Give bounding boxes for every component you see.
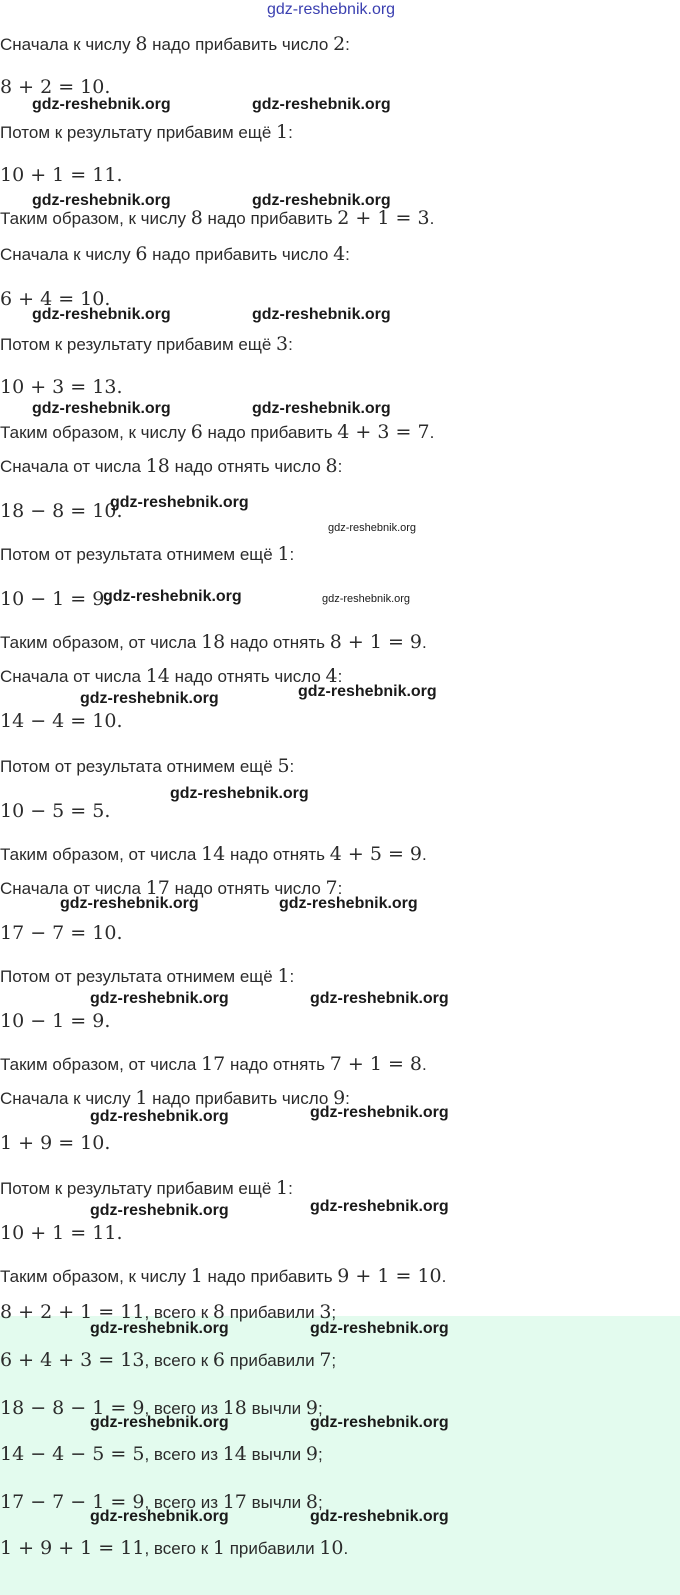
text-segment: :: [345, 1089, 350, 1108]
math-value: 1: [276, 121, 289, 143]
math-value: 8: [190, 207, 203, 229]
equation-line: 18 − 8 = 10.: [0, 500, 123, 522]
math-value: 14: [222, 1443, 247, 1465]
text-segment: Потом от результата отнимем ещё: [0, 967, 278, 986]
math-value: 17: [201, 1053, 226, 1075]
summary-equation: 8 + 2 + 1 = 11: [0, 1301, 145, 1323]
text-line: [0, 965, 294, 988]
text-segment: надо прибавить число: [147, 1089, 334, 1108]
text-segment: , всего из: [144, 1399, 223, 1418]
watermark-text: gdz-reshebnik.org: [298, 683, 437, 700]
watermark-text: gdz-reshebnik.org: [110, 494, 249, 511]
text-segment: прибавили: [224, 1539, 320, 1558]
text-segment: :: [345, 245, 350, 264]
text-segment: надо прибавить число: [147, 245, 334, 264]
text-segment: , всего из: [144, 1493, 223, 1512]
text-line: [0, 455, 342, 478]
text-segment: .: [343, 1539, 349, 1558]
summary-line: [0, 1348, 336, 1373]
text-segment: .: [441, 1267, 447, 1286]
equation-line: 6 + 4 = 10.: [0, 288, 111, 310]
watermark-text: gdz-reshebnik.org: [103, 588, 242, 605]
watermark-text: gdz-reshebnik.org: [252, 400, 391, 417]
text-segment: Сначала к числу: [0, 1089, 136, 1108]
text-segment: :: [288, 335, 293, 354]
text-segment: надо прибавить: [202, 423, 338, 442]
text-line: [0, 665, 342, 688]
summary-line: [0, 1536, 348, 1561]
math-value: 2: [333, 33, 346, 55]
text-line: [0, 843, 427, 866]
text-segment: прибавили: [224, 1351, 320, 1370]
summary-equation: 6 + 4 + 3 = 13: [0, 1349, 145, 1371]
text-segment: .: [422, 1055, 427, 1074]
text-segment: прибавили: [224, 1303, 320, 1322]
text-segment: Таким образом, к числу: [0, 423, 191, 442]
text-segment: ;: [317, 1399, 323, 1418]
text-segment: :: [337, 457, 343, 476]
text-segment: надо отнять число: [169, 879, 326, 898]
text-segment: ;: [331, 1303, 337, 1322]
math-value: 1: [276, 1177, 289, 1199]
text-segment: Сначала к числу: [0, 35, 136, 54]
watermark-text: gdz-reshebnik.org: [80, 690, 219, 707]
math-value: 7: [325, 877, 338, 899]
text-segment: .: [429, 423, 435, 442]
text-segment: надо прибавить число: [147, 35, 334, 54]
text-segment: надо отнять число: [169, 457, 326, 476]
watermark-text: gdz-reshebnik.org: [252, 192, 391, 209]
text-segment: :: [337, 667, 343, 686]
watermark-small-text: gdz-reshebnik.org: [328, 522, 417, 534]
summary-line: [0, 1442, 323, 1467]
header-watermark: gdz-reshebnik.org: [267, 1, 396, 18]
summary-line: [0, 1396, 323, 1421]
math-value: 4: [333, 243, 346, 265]
watermark-small-text: gdz-reshebnik.org: [322, 593, 411, 605]
summary-equation: 17 − 7 − 1 = 9: [0, 1491, 145, 1513]
math-value: 8: [305, 1491, 318, 1513]
math-value: 8: [325, 455, 338, 477]
text-segment: :: [289, 545, 295, 564]
math-value: 8 + 1 = 9: [329, 631, 423, 653]
text-segment: .: [422, 633, 427, 652]
text-segment: Потом к результату прибавим ещё: [0, 335, 277, 354]
watermark-text: gdz-reshebnik.org: [310, 1508, 449, 1525]
equation-line: 10 − 5 = 5.: [0, 800, 111, 822]
watermark-text: gdz-reshebnik.org: [279, 895, 418, 912]
watermark-text: gdz-reshebnik.org: [90, 1414, 229, 1431]
text-line: [0, 1177, 293, 1200]
watermark-text: gdz-reshebnik.org: [310, 1414, 449, 1431]
math-value: 4 + 5 = 9: [329, 843, 423, 865]
text-segment: .: [422, 845, 427, 864]
equation-line: 8 + 2 = 10.: [0, 76, 111, 98]
math-value: 8: [212, 1301, 225, 1323]
text-segment: Таким образом, к числу: [0, 209, 191, 228]
watermark-text: gdz-reshebnik.org: [90, 990, 229, 1007]
text-segment: Сначала от числа: [0, 457, 146, 476]
math-value: 1: [190, 1265, 203, 1287]
math-value: 14: [201, 843, 226, 865]
math-value: 2 + 1 = 3: [337, 207, 430, 229]
text-segment: вычли: [246, 1399, 306, 1418]
text-segment: :: [288, 123, 293, 142]
math-value: 6: [212, 1349, 225, 1371]
text-segment: надо отнять: [225, 633, 330, 652]
math-value: 3: [276, 333, 289, 355]
math-value: 17: [145, 877, 170, 899]
watermark-text: gdz-reshebnik.org: [170, 785, 309, 802]
watermark-text: gdz-reshebnik.org: [310, 990, 449, 1007]
watermark-text: gdz-reshebnik.org: [90, 1508, 229, 1525]
watermark-text: gdz-reshebnik.org: [310, 1198, 449, 1215]
text-segment: , всего из: [144, 1445, 223, 1464]
math-value: 7: [319, 1349, 332, 1371]
text-segment: :: [337, 879, 343, 898]
text-line: [0, 121, 293, 144]
math-value: 5: [277, 755, 290, 777]
text-line: [0, 543, 294, 566]
math-value: 10: [319, 1537, 344, 1559]
text-segment: надо отнять число: [169, 667, 326, 686]
text-segment: Потом от результата отнимем ещё: [0, 757, 278, 776]
summary-line: [0, 1490, 323, 1515]
math-value: 3: [319, 1301, 332, 1323]
equation-line: 10 + 1 = 11.: [0, 164, 123, 186]
watermark-text: gdz-reshebnik.org: [310, 1320, 449, 1337]
text-segment: Потом от результата отнимем ещё: [0, 545, 278, 564]
text-segment: ;: [331, 1351, 337, 1370]
watermark-text: gdz-reshebnik.org: [32, 400, 171, 417]
text-segment: Потом к результату прибавим ещё: [0, 123, 277, 142]
text-line: [0, 631, 427, 654]
math-value: 1: [277, 965, 290, 987]
text-segment: , всего к: [144, 1303, 213, 1322]
text-segment: Сначала от числа: [0, 879, 146, 898]
equation-line: 17 − 7 = 10.: [0, 922, 123, 944]
math-value: 14: [145, 665, 170, 687]
text-segment: :: [345, 35, 350, 54]
math-value: 18: [201, 631, 226, 653]
math-value: 4: [325, 665, 338, 687]
watermark-text: gdz-reshebnik.org: [90, 1108, 229, 1125]
text-segment: вычли: [246, 1493, 306, 1512]
math-value: 1: [277, 543, 290, 565]
summary-equation: 18 − 8 − 1 = 9: [0, 1397, 145, 1419]
watermark-text: gdz-reshebnik.org: [252, 306, 391, 323]
math-value: 6: [135, 243, 148, 265]
math-value: 9 + 1 = 10: [337, 1265, 442, 1287]
text-segment: , всего к: [144, 1539, 213, 1558]
equation-line: 10 + 1 = 11.: [0, 1222, 123, 1244]
text-segment: :: [289, 967, 295, 986]
math-value: 9: [305, 1443, 318, 1465]
text-line: [0, 33, 350, 56]
text-segment: Таким образом, от числа: [0, 633, 202, 652]
math-value: 9: [333, 1087, 346, 1109]
watermark-text: gdz-reshebnik.org: [90, 1320, 229, 1337]
text-line: [0, 333, 293, 356]
math-value: 18: [222, 1397, 247, 1419]
summary-equation: 1 + 9 + 1 = 11: [0, 1537, 145, 1559]
text-segment: Сначала к числу: [0, 245, 136, 264]
equation-line: 1 + 9 = 10.: [0, 1132, 111, 1154]
math-value: 18: [145, 455, 170, 477]
text-line: [0, 1053, 427, 1076]
text-segment: надо отнять: [225, 1055, 330, 1074]
equation-line: 10 − 1 = 9.: [0, 588, 111, 610]
text-line: [0, 421, 434, 444]
math-value: 4 + 3 = 7: [337, 421, 430, 443]
text-segment: вычли: [246, 1445, 306, 1464]
text-line: [0, 1087, 350, 1110]
watermark-text: gdz-reshebnik.org: [32, 306, 171, 323]
math-value: 7 + 1 = 8: [329, 1053, 423, 1075]
text-segment: ;: [317, 1445, 323, 1464]
text-segment: Таким образом, от числа: [0, 845, 202, 864]
text-line: [0, 1265, 446, 1288]
text-segment: .: [429, 209, 435, 228]
watermark-text: gdz-reshebnik.org: [252, 96, 391, 113]
math-value: 9: [305, 1397, 318, 1419]
text-line: [0, 243, 350, 266]
text-line: [0, 207, 434, 230]
watermark-text: gdz-reshebnik.org: [90, 1202, 229, 1219]
watermark-text: gdz-reshebnik.org: [32, 192, 171, 209]
text-segment: Таким образом, к числу: [0, 1267, 191, 1286]
text-segment: Таким образом, от числа: [0, 1055, 202, 1074]
text-segment: надо прибавить: [202, 1267, 338, 1286]
watermark-text: gdz-reshebnik.org: [60, 895, 199, 912]
equation-line: 14 − 4 = 10.: [0, 710, 123, 732]
text-segment: Сначала от числа: [0, 667, 146, 686]
equation-line: 10 − 1 = 9.: [0, 1010, 111, 1032]
text-segment: :: [288, 1179, 293, 1198]
math-value: 17: [222, 1491, 247, 1513]
summary-equation: 14 − 4 − 5 = 5: [0, 1443, 145, 1465]
watermark-text: gdz-reshebnik.org: [32, 96, 171, 113]
math-value: 6: [190, 421, 203, 443]
text-segment: , всего к: [144, 1351, 213, 1370]
text-segment: Потом к результату прибавим ещё: [0, 1179, 277, 1198]
text-segment: ;: [317, 1493, 323, 1512]
math-value: 1: [135, 1087, 148, 1109]
math-value: 1: [212, 1537, 225, 1559]
text-segment: надо отнять: [225, 845, 330, 864]
text-segment: :: [289, 757, 295, 776]
equation-line: 10 + 3 = 13.: [0, 376, 123, 398]
summary-line: [0, 1300, 336, 1325]
text-line: [0, 755, 294, 778]
math-value: 8: [135, 33, 148, 55]
text-segment: надо прибавить: [202, 209, 338, 228]
watermark-text: gdz-reshebnik.org: [310, 1104, 449, 1121]
